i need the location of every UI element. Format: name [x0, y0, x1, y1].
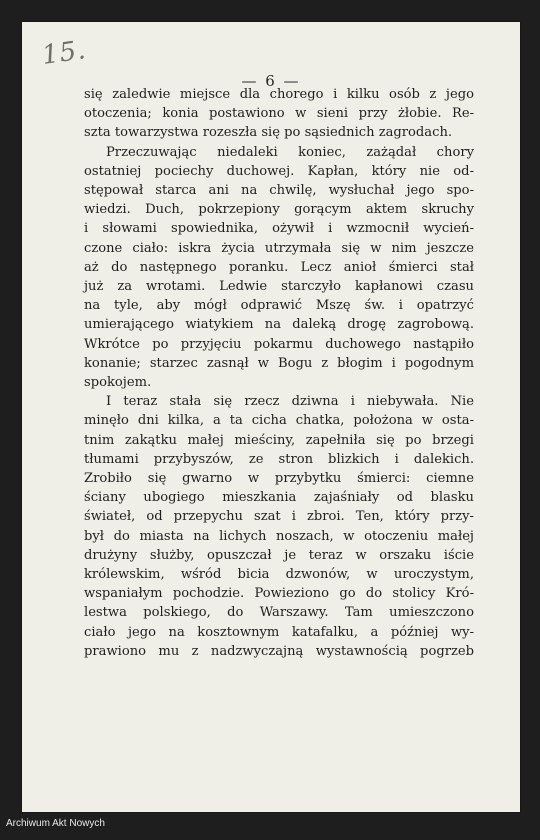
text-line: i słowami spowiednika, ożywił i wzmocnił wycień- [84, 221, 474, 237]
text-line: był do miasta na lichych noszach, w otoczeniu małej [84, 528, 474, 544]
text-line: Zrobiło się gwarno w przybytku śmierci: ciemne [84, 471, 474, 487]
text-line: wiedzi. Duch, pokrzepiony gorącym aktem skruchy [84, 202, 474, 218]
text-line: szta towarzystwa rozeszła się po sąsiednich zagrodach. [84, 125, 453, 141]
text-line: ostatniej pociechy duchowej. Kapłan, który nie od- [84, 163, 474, 179]
text-line: na tyle, aby mógł odprawić Mszę św. i opatrzyć [84, 298, 474, 314]
text-line: lestwa polskiego, do Warszawy. Tam umieszczono [84, 605, 474, 621]
text-line: już za wrotami. Ledwie starczyło kapłanowi czasu [84, 279, 474, 295]
text-line: aż do następnego poranku. Lecz anioł śmierci stał [84, 259, 474, 275]
text-line: ściany ubogiego mieszkania zajaśniały od blasku [84, 490, 474, 506]
text-line: ciało jego na kosztownym katafalku, a później wy- [84, 624, 474, 640]
text-line: Wkrótce po przyjęciu pokarmu duchowego nastąpiło [84, 336, 474, 352]
text-line: się zaledwie miejsce dla chorego i kilku osób z jego [84, 87, 474, 102]
text-line: czone ciało: iskra życia utrzymała się w nim jeszcze [84, 240, 474, 256]
text-line: tnim zakątku małej mieściny, zapełniła się po brzegi [84, 432, 474, 448]
text-line: wspaniałym pochodzie. Powieziono go do stolicy Kró- [84, 586, 474, 602]
text-line: Przeczuwając niedaleki koniec, zażądał chory [106, 144, 474, 160]
text-line: minęło dni kilka, a ta cicha chatka, położona w osta- [84, 413, 474, 429]
body-text [84, 85, 474, 661]
text-line: spokojem. [84, 375, 152, 391]
text-line: tłumami przybyszów, ze stron blizkich i dalekich. [84, 451, 474, 467]
archive-label: Archiwum Akt Nowych [6, 818, 105, 829]
page-number: — 6 — [241, 72, 301, 90]
text-line: umierającego wiatykiem na daleką drogę zagrobową. [84, 317, 474, 333]
text-line: prawiono mu z nadzwyczajną wystawnością pogrzeb [84, 643, 474, 659]
text-line: konanie; starzec zasnął w Bogu z błogim i pogodnym [84, 355, 474, 371]
text-line: świateł, od przepychu szat i zbroi. Ten, który przy- [84, 509, 474, 525]
text-line: stępował starca ani na chwilę, wysłuchał jego spo- [84, 183, 474, 199]
text-line: otoczenia; konia postawiono w sieni przy żłobie. Re- [84, 106, 474, 122]
text-line: drużyny służby, opuszczał je teraz w orszaku iście [84, 547, 474, 563]
text-line: królewskim, wśród bicia dzwonów, w uroczystym, [84, 567, 474, 583]
handwritten-page-number: 15. [40, 35, 89, 71]
text-line: I teraz stała się rzecz dziwna i niebywała. Nie [106, 394, 474, 410]
